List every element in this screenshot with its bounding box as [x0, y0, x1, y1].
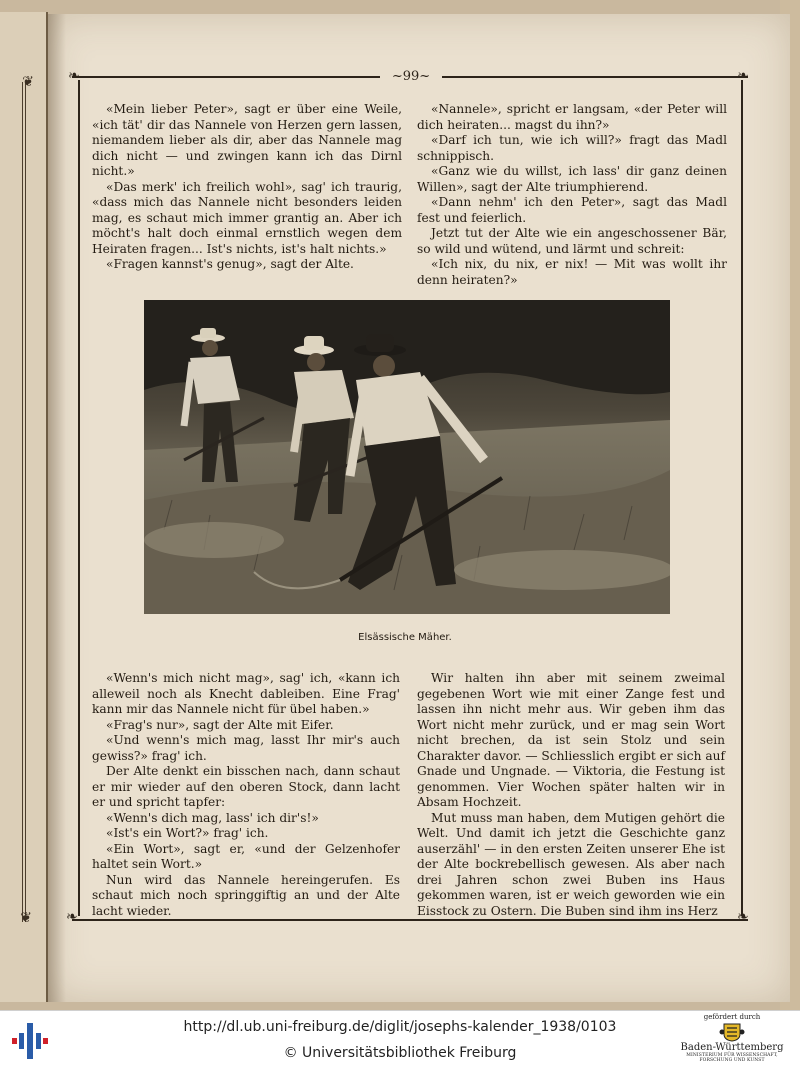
- document-url-link[interactable]: http://dl.ub.uni-freiburg.de/diglit/josephs-kalender_1938/0103: [183, 1019, 617, 1035]
- sponsor-ministry: MINISTERIUM FÜR WISSENSCHAFT, FORSCHUNG UND KUNST: [686, 1053, 778, 1063]
- text-column-bottom-right: [417, 671, 725, 919]
- paragraph: «Fragen kannst's genug», sagt der Alte.: [106, 257, 354, 271]
- frame-corner-ornament: ❧: [68, 68, 80, 84]
- paragraph: «Ist's ein Wort?» frag' ich.: [106, 826, 269, 840]
- paragraph: «Mein lieber Peter», sagt er über eine Weile, «ich tät' dir das Nannele von Herzen gern lassen, niemandem lieber als dir, aber das Nannele mag dich nicht — und zwingen kann ich das Dirnl nicht.»: [92, 102, 402, 178]
- page-number-ornament: ~: [391, 69, 403, 84]
- text-column-top-left: [92, 102, 402, 273]
- frame-bottom-rule: [72, 919, 748, 921]
- previous-page-ornament-bottom: ❦: [20, 910, 32, 926]
- page-number-ornament: ~: [419, 69, 431, 84]
- page-number-text: 99: [402, 69, 420, 84]
- photo-caption: Elsässische Mäher.: [358, 632, 452, 643]
- previous-page-ornament-top: ❦: [22, 74, 34, 90]
- photo-illustration: [144, 300, 670, 614]
- paragraph: Nun wird das Nannele hereingerufen. Es schaut mich noch springgiftig an und der Alte lacht wieder.: [92, 872, 400, 918]
- frame-corner-ornament: ❧: [737, 68, 749, 84]
- paragraph: «Ein Wort», sagt er, «und der Gelzenhofer haltet sein Wort.»: [92, 841, 400, 871]
- paragraph: «Dann nehm' ich den Peter», sagt das Madl fest und feierlich.: [417, 195, 727, 225]
- page-number: [380, 66, 442, 88]
- previous-page-edge: [0, 12, 48, 1002]
- paragraph: Wir halten ihn aber mit seinem zweimal gegebenen Wort wie mit einer Zange fest und lassen ihn nicht mehr aus. Wir geben ihm das Wort nicht mehr zurück, und er mag sein Wort nicht brechen, da ist sein Stolz und sein Charakter davor. — Schliesslich ergibt er sich auf Gnade und Ungnade. — Viktoria, die Festung ist genommen. Vier Wochen später halten wir in Absam Hochzeit.: [417, 671, 725, 809]
- mowers-photograph: [144, 300, 670, 614]
- baden-wuerttemberg-crest-icon: [719, 1022, 745, 1042]
- paragraph: «Darf ich tun, wie ich will?» fragt das Madl schnippisch.: [417, 133, 727, 163]
- frame-corner-ornament: ❧: [66, 909, 78, 925]
- paragraph: «Wenn's mich nicht mag», sag' ich, «kann ich alleweil noch als Knecht dableiben. Eine Frag' kann mir das Nannele nicht für übel haben.»: [92, 671, 400, 716]
- paragraph: «Wenn's dich mag, lass' ich dir's!»: [106, 810, 319, 825]
- spine-shadow: [48, 14, 66, 1002]
- frame-corner-ornament: ❧: [737, 909, 749, 925]
- paragraph: «Ich nix, du nix, er nix! — Mit was wollt ihr denn heiraten?»: [417, 257, 727, 287]
- paragraph: «Nannele», spricht er langsam, «der Peter will dich heiraten... magst du ihn?»: [417, 102, 727, 132]
- paragraph: «Und wenn's mich mag, lasst Ihr mir's auch gewiss?» frag' ich.: [92, 733, 400, 763]
- previous-page-frame-rule: [22, 82, 26, 922]
- frame-right-rule: [741, 80, 743, 916]
- paragraph: «Das merk' ich freilich wohl», sag' ich traurig, «dass mich das Nannele nicht besonders leiden mag, es schaut mich immer grantig an. Aber ich möcht's halt doch einmal ernstlich wegen dem Heiraten fragen... Ist's nichts, ist's halt nichts.»: [92, 179, 402, 256]
- sponsor-name: Baden-Württemberg: [680, 1042, 784, 1053]
- paragraph: «Frag's nur», sagt der Alte mit Eifer.: [106, 717, 334, 732]
- frame-left-rule: [78, 80, 80, 916]
- text-column-bottom-left: [92, 671, 400, 919]
- sponsor-label: gefördert durch: [703, 1013, 761, 1021]
- paragraph: Mut muss man haben, dem Mutigen gehört die Welt. Und damit ich jetzt die Geschichte ganz auserzähl' — in den ersten Zeiten unserer Ehe ist der Alte bockrebellisch gewesen. Als aber nach drei Jahren schon zwei Buben ins Haus gekommen waren, ist er weich geworden wie ein Eisstock zu Ostern. Die Buben sind ihm ins Herz: [417, 810, 725, 918]
- sponsor-block[interactable]: [672, 1013, 792, 1069]
- paragraph: Jetzt tut der Alte wie ein angeschossener Bär, so wild und wütend, und lärmt und schreit:: [417, 226, 727, 256]
- viewer-footer: [0, 1010, 800, 1071]
- text-column-top-right: [417, 102, 727, 288]
- copyright-text: © Universitätsbibliothek Freiburg: [283, 1045, 517, 1061]
- paragraph: Der Alte denkt ein bisschen nach, dann schaut er mir wieder auf den oberen Stock, dann lacht er und spricht tapfer:: [92, 764, 400, 809]
- paragraph: «Ganz wie du willst, ich lass' dir ganz deinen Willen», sagt der Alte triumphierend.: [417, 164, 727, 194]
